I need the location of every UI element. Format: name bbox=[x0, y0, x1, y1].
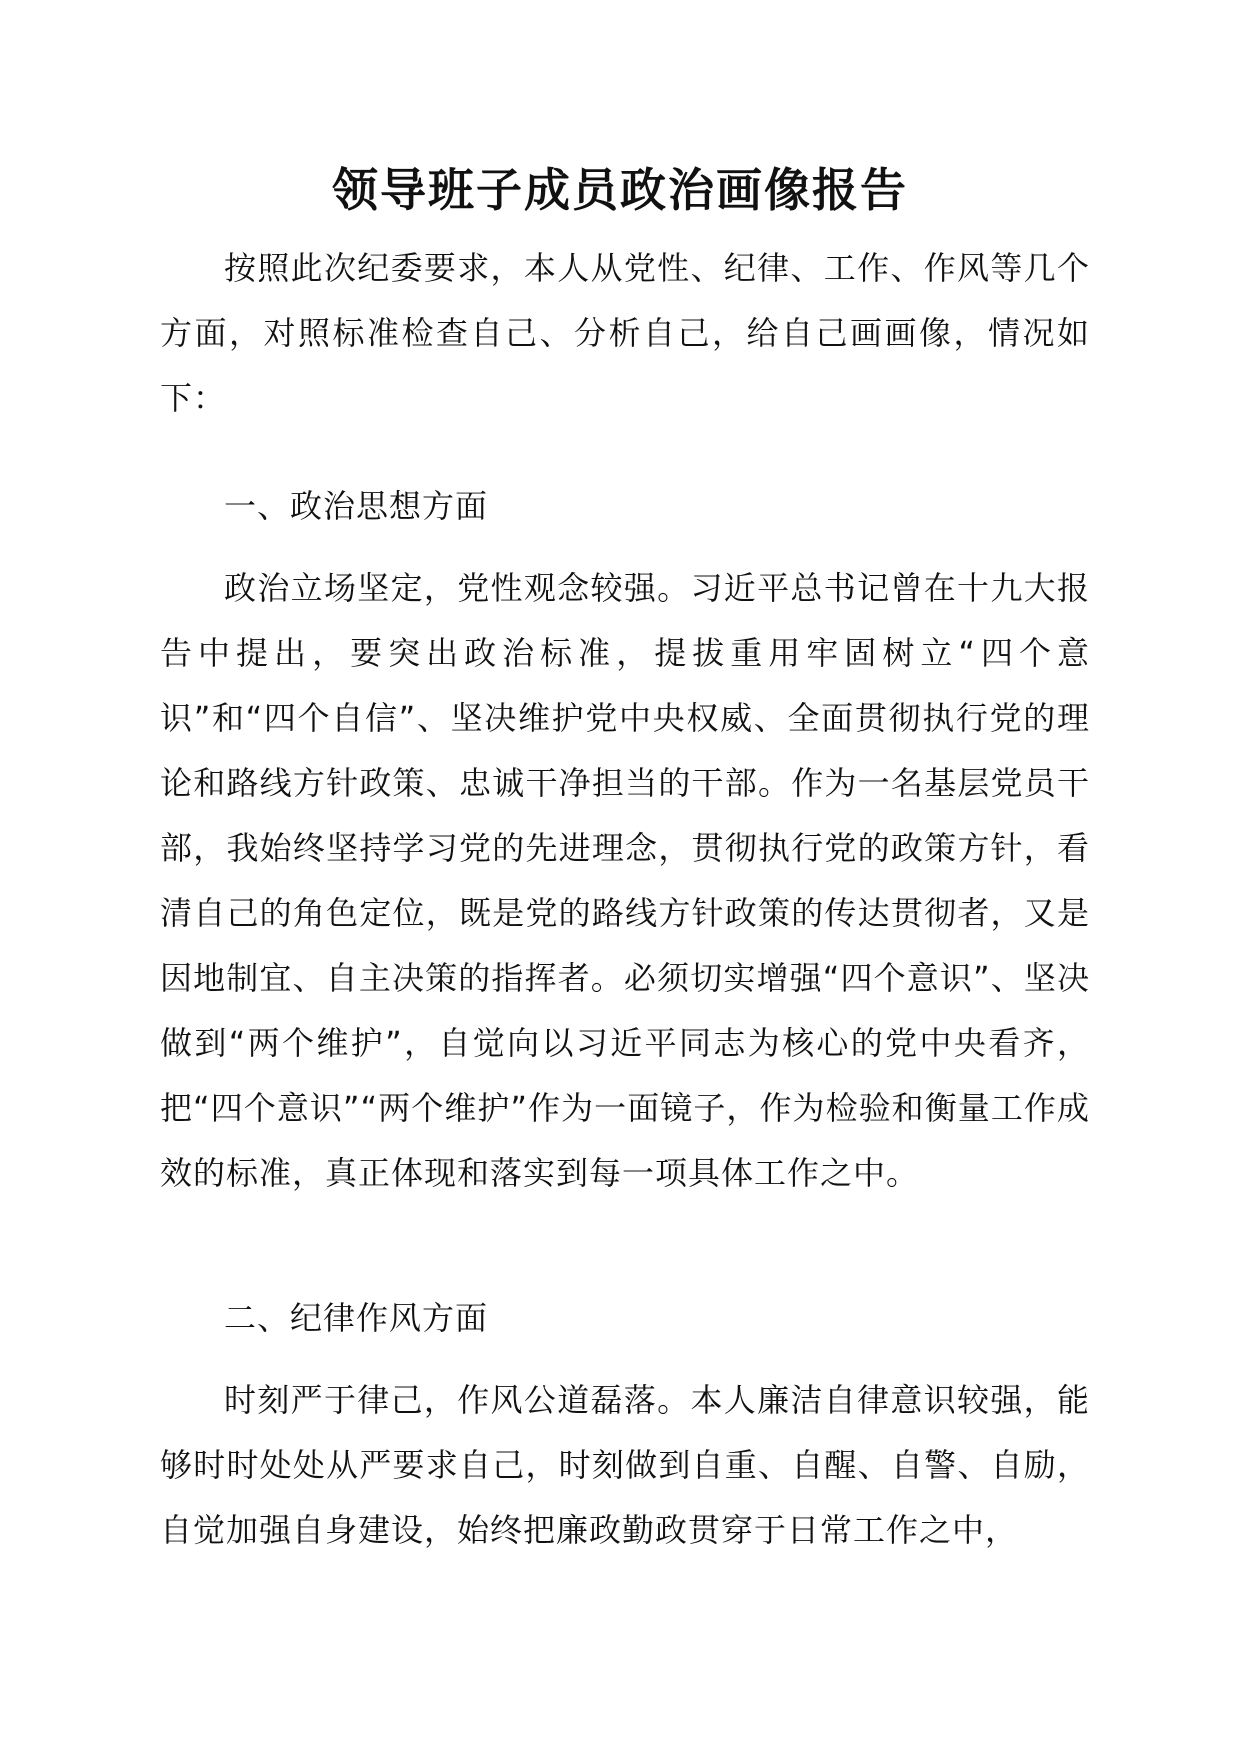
document-title: 领导班子成员政治画像报告 bbox=[332, 163, 908, 217]
section-1-paragraph-block bbox=[160, 556, 1090, 1206]
section-2-heading: 二、纪律作风方面 bbox=[224, 1299, 489, 1337]
section-2-heading-block bbox=[160, 1286, 1090, 1351]
intro-paragraph: 按照此次纪委要求，本人从党性、纪律、工作、作风等几个方面，对照标准检查自己、分析自己，给自己画画像，情况如下： bbox=[160, 249, 1090, 417]
section-1-heading-block bbox=[160, 474, 1090, 539]
section-2-paragraph-block bbox=[160, 1368, 1090, 1563]
section-1-paragraph: 政治立场坚定，党性观念较强。习近平总书记曾在十九大报告中提出，要突出政治标准，提拔重用牢固树立“四个意识”和“四个自信”、坚决维护党中央权威、全面贯彻执行党的理论和路线方针政策、忠诚干净担当的干部。作为一名基层党员干部，我始终坚持学习党的先进理念，贯彻执行党的政策方针，看清自己的角色定位，既是党的路线方针政策的传达贯彻者，又是因地制宜、自主决策的指挥者。必须切实增强“四个意识”、坚决做到“两个维护”，自觉向以习近平同志为核心的党中央看齐，把“四个意识”“两个维护”作为一面镜子，作为检验和衡量工作成效的标准，真正体现和落实到每一项具体工作之中。 bbox=[160, 569, 1090, 1192]
intro-paragraph-block bbox=[160, 236, 1090, 431]
section-1-heading: 一、政治思想方面 bbox=[224, 487, 489, 525]
section-2-paragraph: 时刻严于律己，作风公道磊落。本人廉洁自律意识较强，能够时时处处从严要求自己，时刻做到自重、自醒、自警、自励，自觉加强自身建设，始终把廉政勤政贯穿于日常工作之中， bbox=[160, 1381, 1090, 1549]
